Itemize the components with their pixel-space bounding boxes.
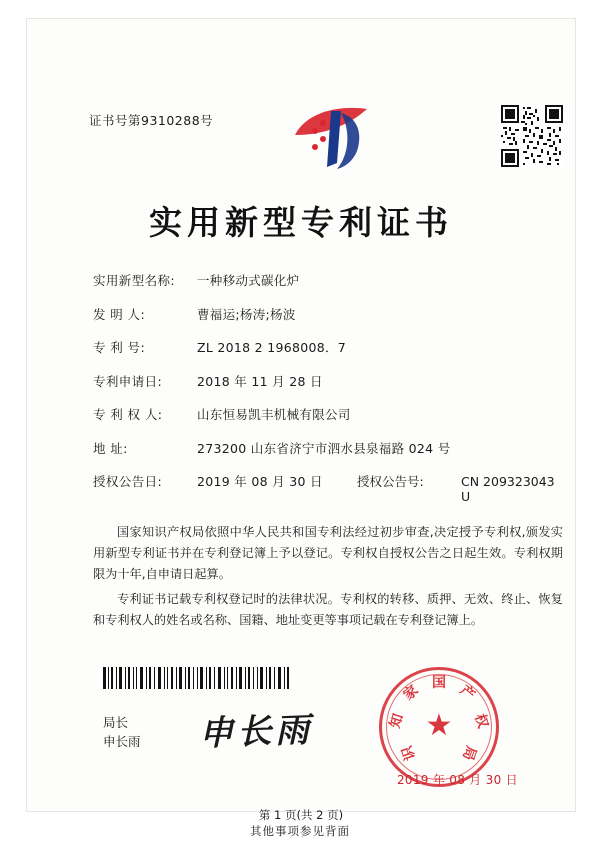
seal-star-icon: ★ [425, 707, 453, 743]
field-row [93, 271, 563, 289]
grant-row [93, 472, 563, 504]
grant-date-label: 授权公告日: [93, 474, 163, 489]
field-label: 地 址: [93, 440, 128, 456]
seal-char: 局 [459, 743, 479, 763]
signature-block [103, 713, 141, 751]
seal-char: 国 [432, 675, 446, 691]
field-label: 实用新型名称: [93, 273, 176, 288]
director-name: 申长雨 [103, 734, 141, 749]
field-value: 曹福运;杨涛;杨波 [197, 306, 296, 322]
handwritten-signature: 申长雨 [198, 710, 314, 754]
grant-number-value: CN 209323043 U [461, 474, 555, 504]
legal-paragraph: 国家知识产权局依照中华人民共和国专利法经过初步审查,决定授予专利权,颁发实用新型专利证书并在专利登记簿上予以登记。专利权自授权公告之日起生效。专利权期限为十年,自申请日起算。 [93, 525, 563, 581]
field-value: 2018 年 11 月 28 日 [197, 373, 323, 389]
page-title: 实用新型专利证书 [149, 203, 453, 242]
official-seal [379, 667, 499, 787]
certificate-sheet [26, 18, 576, 822]
barcode [103, 667, 289, 689]
field-label: 专利申请日: [93, 373, 163, 389]
field-row [93, 372, 563, 390]
legal-paragraph: 专利证书记载专利权登记时的法律状况。专利权的转移、质押、无效、终止、恢复和专利权人的姓名或名称、国籍、地址变更等事项记载在专利登记簿上。 [93, 592, 563, 627]
cnipa-logo-icon [279, 101, 375, 175]
field-row [93, 439, 563, 457]
legal-text-block [93, 522, 563, 635]
fields-block [93, 271, 563, 520]
grant-number-label: 授权公告号: [357, 474, 424, 489]
certificate-number: 证书号第9310288号 [89, 113, 214, 128]
field-label: 发 明 人: [93, 306, 146, 322]
field-value: 山东恒易凯丰机械有限公司 [197, 407, 351, 422]
field-row [93, 305, 563, 323]
field-value: 一种移动式碳化炉 [197, 273, 300, 288]
field-value: ZL 2018 2 1968008．7 [197, 340, 347, 355]
director-title: 局长 [103, 715, 129, 730]
page-number: 第 1 页(共 2 页) [258, 808, 344, 822]
field-value: 273200 山东省济宁市泗水县泉福路 024 号 [197, 440, 451, 456]
seal-char: 产 [456, 682, 478, 704]
seal-char: 知 [387, 711, 407, 731]
seal-date: 2019 年 08 月 30 日 [397, 773, 518, 787]
field-label: 专 利 权 人: [93, 407, 163, 422]
field-row [93, 405, 563, 423]
seal-char: 权 [471, 711, 491, 731]
field-label: 专 利 号: [93, 340, 146, 355]
qr-code-icon [501, 105, 563, 167]
seal-char: 家 [400, 682, 422, 704]
footer-note: 其他事项参见背面 [250, 824, 350, 838]
grant-date-value: 2019 年 08 月 30 日 [197, 474, 323, 489]
seal-char: 识 [399, 743, 419, 763]
field-row [93, 338, 563, 356]
